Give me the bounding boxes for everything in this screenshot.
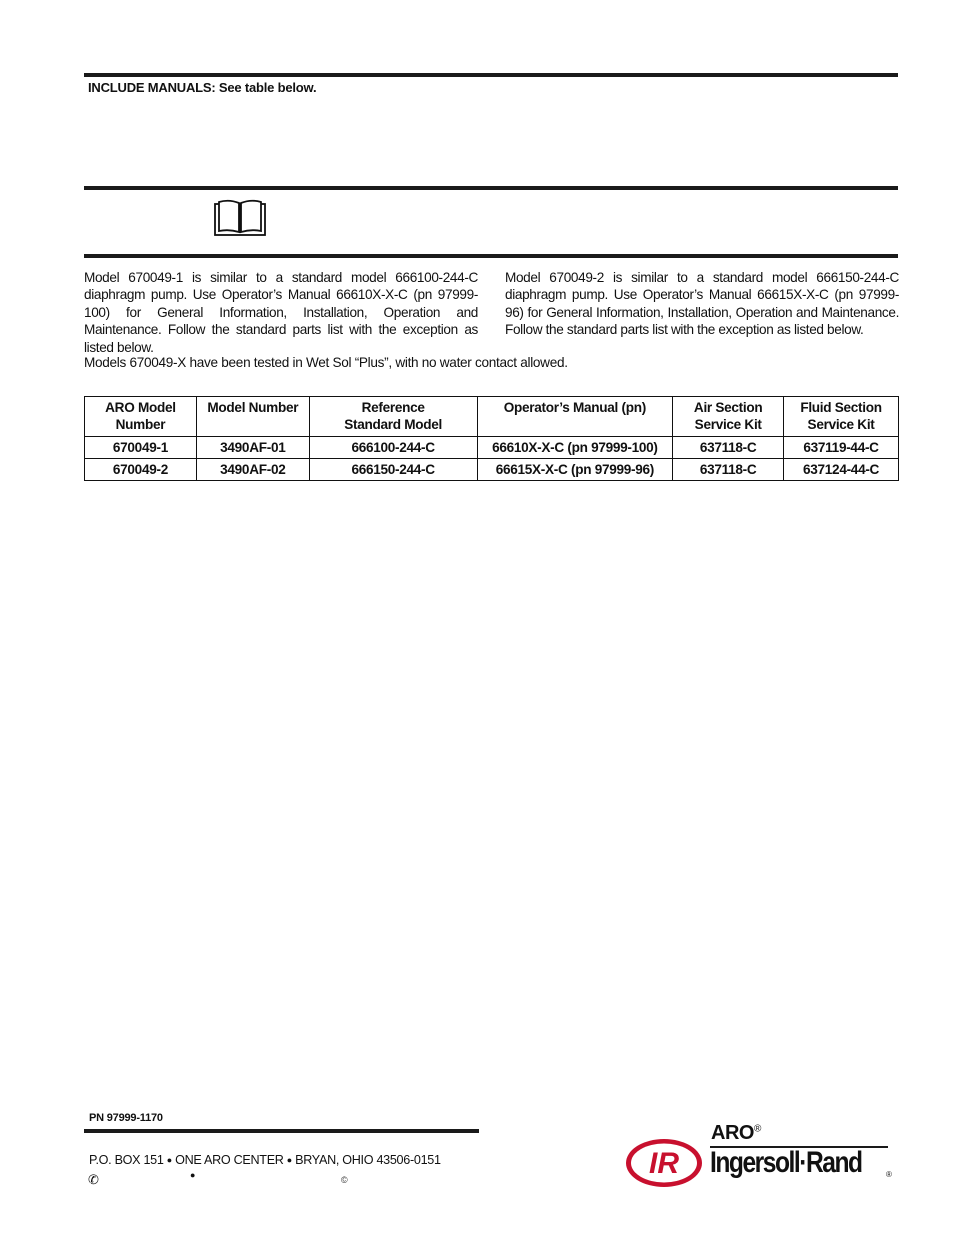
table-cell: 637118-C	[673, 437, 784, 459]
table-cell: 66610X-X-C (pn 97999-100)	[477, 437, 673, 459]
description-column-2: Model 670049-2 is similar to a standard model 666150-244-C diaphragm pump. Use Operator’s Manual 66615X-X-C (pn 97999-96) for General Information, Installation, Operation and Maintenance. Follow the standard parts list with the exception as listed below.	[505, 270, 899, 338]
table-cell: 666150-244-C	[309, 459, 477, 481]
table-cell: 637118-C	[673, 459, 784, 481]
top-rule	[84, 73, 898, 77]
table-cell: 66615X-X-C (pn 97999-96)	[477, 459, 673, 481]
table-cell: 3490AF-02	[196, 459, 309, 481]
section-rule-top	[84, 186, 898, 190]
table-cell: 666100-244-C	[309, 437, 477, 459]
header-air-section-kit: Air Section Service Kit	[673, 397, 784, 437]
bullet-icon: ●	[286, 1155, 292, 1165]
address-city: BRYAN, OHIO 43506-0151	[295, 1153, 441, 1167]
logo-text: IR	[649, 1147, 679, 1180]
ingersoll-rand-wordmark: Ingersoll·Rand	[710, 1146, 862, 1179]
header-aro-model: ARO Model Number	[85, 397, 197, 437]
copyright-symbol: ©	[341, 1175, 348, 1185]
bullet-icon: ●	[190, 1170, 196, 1180]
table-cell: 670049-2	[85, 459, 197, 481]
bullet-icon: ●	[166, 1155, 172, 1165]
table-cell: 3490AF-01	[196, 437, 309, 459]
model-table	[84, 396, 899, 481]
part-number: PN 97999-1170	[89, 1112, 163, 1124]
table-cell: 670049-1	[85, 437, 197, 459]
footer-rule	[84, 1129, 479, 1133]
ingersoll-rand-ir-logo	[624, 1137, 704, 1189]
table-row	[85, 459, 899, 481]
header-operators-manual: Operator’s Manual (pn)	[477, 397, 673, 437]
table-row	[85, 437, 899, 459]
open-book-icon	[214, 199, 266, 237]
table-cell: 637124-44-C	[784, 459, 899, 481]
phone-icon: ✆	[88, 1172, 99, 1187]
header-reference-model: Reference Standard Model	[309, 397, 477, 437]
table-header-row	[85, 397, 899, 437]
address-street: ONE ARO CENTER	[175, 1153, 284, 1167]
brand-registered-mark: ®	[886, 1170, 892, 1179]
table-cell: 637119-44-C	[784, 437, 899, 459]
header-model-number: Model Number	[196, 397, 309, 437]
description-column-1: Model 670049-1 is similar to a standard model 666100-244-C diaphragm pump. Use Operator’s Manual 66610X-X-C (pn 97999-100) for General Information, Installation, Operation and Maintenance. Follow the standard parts list with the exception as listed below.	[84, 270, 478, 355]
test-note: Models 670049-X have been tested in Wet Sol “Plus”, with no water contact allowed.	[84, 355, 568, 370]
address-po-box: P.O. BOX 151	[89, 1153, 164, 1167]
header-fluid-section-kit: Fluid Section Service Kit	[784, 397, 899, 437]
aro-brand: ARO®	[711, 1122, 761, 1144]
include-manuals-label: INCLUDE MANUALS: See table below.	[88, 80, 317, 95]
address-line	[89, 1153, 441, 1167]
section-rule-bottom	[84, 254, 898, 258]
